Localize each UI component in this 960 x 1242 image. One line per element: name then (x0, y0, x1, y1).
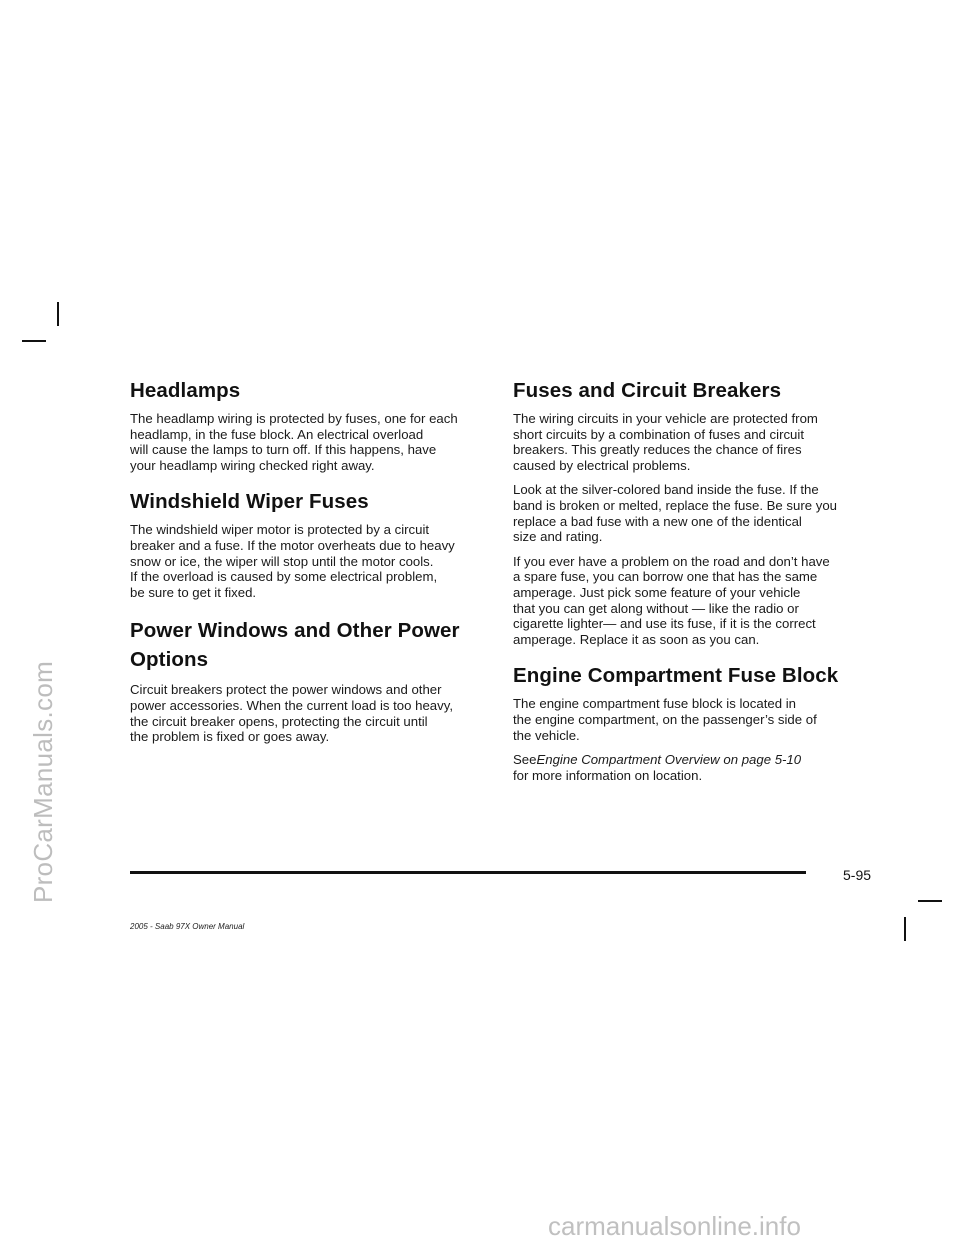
headlamps-section (130, 378, 492, 473)
windshield-wiper-fuses-heading: Windshield Wiper Fuses (130, 490, 369, 514)
fuses-and-circuit-breakers-heading: Fuses and Circuit Breakers (513, 379, 782, 402)
reference-link[interactable]: Engine Compartment Overview on page 5-10 (536, 752, 802, 768)
power-windows-heading: Power Windows and Other Power Options (130, 619, 460, 672)
headlamps-paragraph: The headlamp wiring is protected by fuses, one for each headlamp, in the fuse block. An electrical overload will cause the lamps to turn off. If this happens, have your headlamp wiring checked right away. (130, 411, 458, 473)
engine-compartment-fuse-block-section (513, 663, 875, 783)
power-windows-paragraph: Circuit breakers protect the power windows and other power accessories. When the current load is too heavy, the circuit breaker opens, protecting the circuit until the problem is fixed or goes away. (130, 682, 454, 745)
bottom-watermark: carmanualsonline.info (548, 1211, 801, 1241)
crop-mark-bottom-vertical (904, 917, 906, 941)
engine-compartment-paragraph: The engine compartment fuse block is located in the engine compartment, on the passenger’s side of the vehicle. (513, 696, 817, 743)
manual-title: 2005 - Saab 97X Owner Manual (130, 922, 245, 931)
page-number: 5-95 (843, 867, 872, 883)
engine-compartment-reference (513, 752, 875, 783)
windshield-wiper-fuses-section (130, 489, 492, 600)
fuses-paragraph-3: If you ever have a problem on the road and don’t have a spare fuse, you can borrow one that has the same amperage. Just pick some feature of your vehicle that you can get along without — like the radio or cigarette lighter— and use its fuse, if it is the correct amperage. Replace it as soon as you can. (513, 553, 830, 647)
crop-mark-bottom-horizontal (918, 900, 942, 902)
crop-mark-top-horizontal (22, 340, 46, 342)
footer-rule (130, 871, 806, 874)
fuses-and-circuit-breakers-section (513, 378, 875, 647)
power-windows-section (130, 616, 492, 744)
right-column (513, 378, 875, 783)
fuses-paragraph-2: Look at the silver-colored band inside the fuse. If the band is broken or melted, replace the fuse. Be sure you replace a bad fuse with a new one of the identical size and rating. (513, 482, 838, 545)
reference-prefix: See (513, 752, 537, 768)
crop-mark-top-vertical (57, 302, 59, 326)
windshield-wiper-fuses-paragraph: The windshield wiper motor is protected by a circuit breaker and a fuse. If the motor overheats due to heavy snow or ice, the wiper will stop until the motor cools. If the overload is caused by some electrical problem, be sure to get it fixed. (130, 522, 455, 600)
headlamps-heading: Headlamps (130, 379, 241, 402)
engine-compartment-fuse-block-heading: Engine Compartment Fuse Block (513, 664, 839, 688)
side-watermark: ProCarManuals.com (28, 660, 58, 904)
reference-suffix: for more information on location. (513, 767, 703, 783)
left-column (130, 378, 492, 754)
fuses-paragraph-1: The wiring circuits in your vehicle are protected from short circuits by a combination of fuses and circuit breakers. This greatly reduces the chance of fires caused by electrical problems. (513, 411, 818, 473)
